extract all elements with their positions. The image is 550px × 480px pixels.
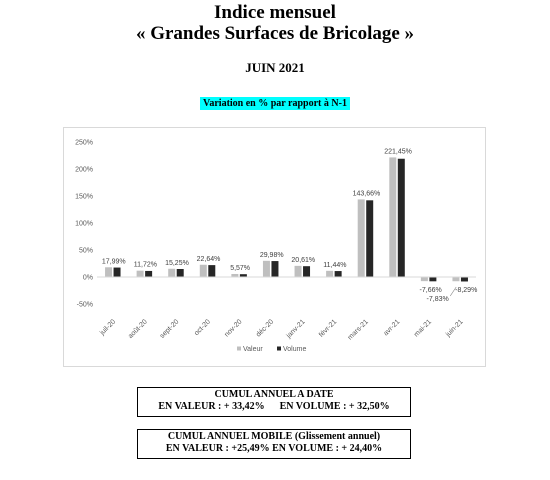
variation-label: Variation en % par rapport à N-1	[200, 97, 350, 110]
bar-valeur	[452, 277, 459, 281]
bar-volume	[303, 266, 310, 277]
bar-volume	[461, 277, 468, 281]
bar-valeur	[105, 267, 112, 277]
data-label: 17,99%	[101, 258, 126, 266]
variation-label-wrap	[0, 93, 550, 111]
bar-valeur	[168, 269, 175, 277]
bar-valeur	[421, 277, 428, 281]
bar-valeur	[200, 265, 207, 277]
y-tick-label: 50%	[78, 247, 93, 255]
bar-valeur	[263, 261, 270, 277]
cumul-annuel-box	[137, 387, 411, 417]
cumul-annuel-title: CUMUL ANNUEL A DATE	[214, 389, 334, 400]
data-label: 15,25%	[165, 259, 189, 267]
cumul-annuel-values: EN VALEUR : + 33,42% EN VOLUME : + 32,50%	[158, 401, 390, 412]
y-tick-label: 200%	[75, 166, 93, 174]
bar-volume	[145, 271, 152, 277]
x-tick-label: févr-21	[317, 318, 339, 339]
cumul-mobile-values: EN VALEUR : +25,49% EN VOLUME : + 24,40%	[165, 443, 383, 454]
x-tick-label: mai-21	[412, 318, 434, 339]
bar-valeur	[137, 271, 144, 277]
bar-volume	[335, 271, 342, 277]
y-tick-label: 100%	[75, 220, 93, 228]
legend-label-volume: Volume	[283, 346, 307, 353]
cumul-mobile-title: CUMUL ANNUEL MOBILE (Glissement annuel)	[167, 431, 381, 442]
y-tick-label: -50%	[76, 301, 93, 309]
x-tick-label: sept-20	[158, 318, 181, 340]
x-tick-label: juin-21	[444, 318, 465, 339]
data-label: -7,83%	[426, 296, 449, 303]
bar-valeur	[358, 199, 365, 277]
y-tick-label: 250%	[75, 139, 93, 147]
data-label: 221,45%	[384, 148, 412, 156]
bar-volume	[177, 269, 184, 277]
data-label: 29,98%	[259, 251, 284, 259]
legend-swatch-volume	[277, 347, 281, 351]
cumul-mobile-box	[137, 429, 411, 459]
x-tick-label: avr-21	[382, 318, 402, 338]
x-tick-label: oct-20	[193, 318, 212, 338]
bar-valeur	[326, 271, 333, 277]
x-tick-label: mars-21	[346, 318, 370, 342]
x-tick-label: nov-20	[223, 318, 244, 339]
bar-valeur	[389, 157, 396, 277]
period-label: JUIN 2021	[245, 60, 305, 75]
data-label: 20,61%	[291, 256, 316, 264]
x-tick-label: août-20	[127, 318, 149, 341]
bar-volume	[114, 268, 121, 277]
y-tick-label: 150%	[75, 193, 93, 201]
bar-volume	[429, 277, 436, 281]
data-label: -7,66%	[419, 287, 442, 294]
bar-chart	[64, 128, 485, 366]
data-label: 5,57%	[230, 264, 251, 272]
bar-volume	[366, 200, 373, 277]
bar-valeur	[295, 266, 302, 277]
y-tick-label: 0%	[82, 274, 93, 282]
chart-area	[63, 127, 486, 367]
data-label: 11,44%	[323, 261, 347, 269]
bar-volume	[271, 261, 278, 277]
data-label: -8,29%	[455, 287, 478, 294]
x-tick-label: juil-20	[99, 318, 118, 337]
data-label: 143,66%	[352, 190, 381, 198]
bar-volume	[208, 265, 215, 277]
bar-volume	[398, 159, 405, 277]
data-label: 11,72%	[133, 261, 157, 269]
page-subtitle: « Grandes Surfaces de Bricolage »	[135, 23, 415, 44]
x-tick-label: janv-21	[285, 318, 307, 340]
legend-label-valeur: Valeur	[243, 346, 263, 353]
x-tick-label: déc-20	[255, 318, 276, 339]
page-title: Indice mensuel	[214, 2, 336, 23]
legend-swatch-valeur	[237, 347, 241, 351]
data-label: 22,64%	[196, 255, 221, 263]
